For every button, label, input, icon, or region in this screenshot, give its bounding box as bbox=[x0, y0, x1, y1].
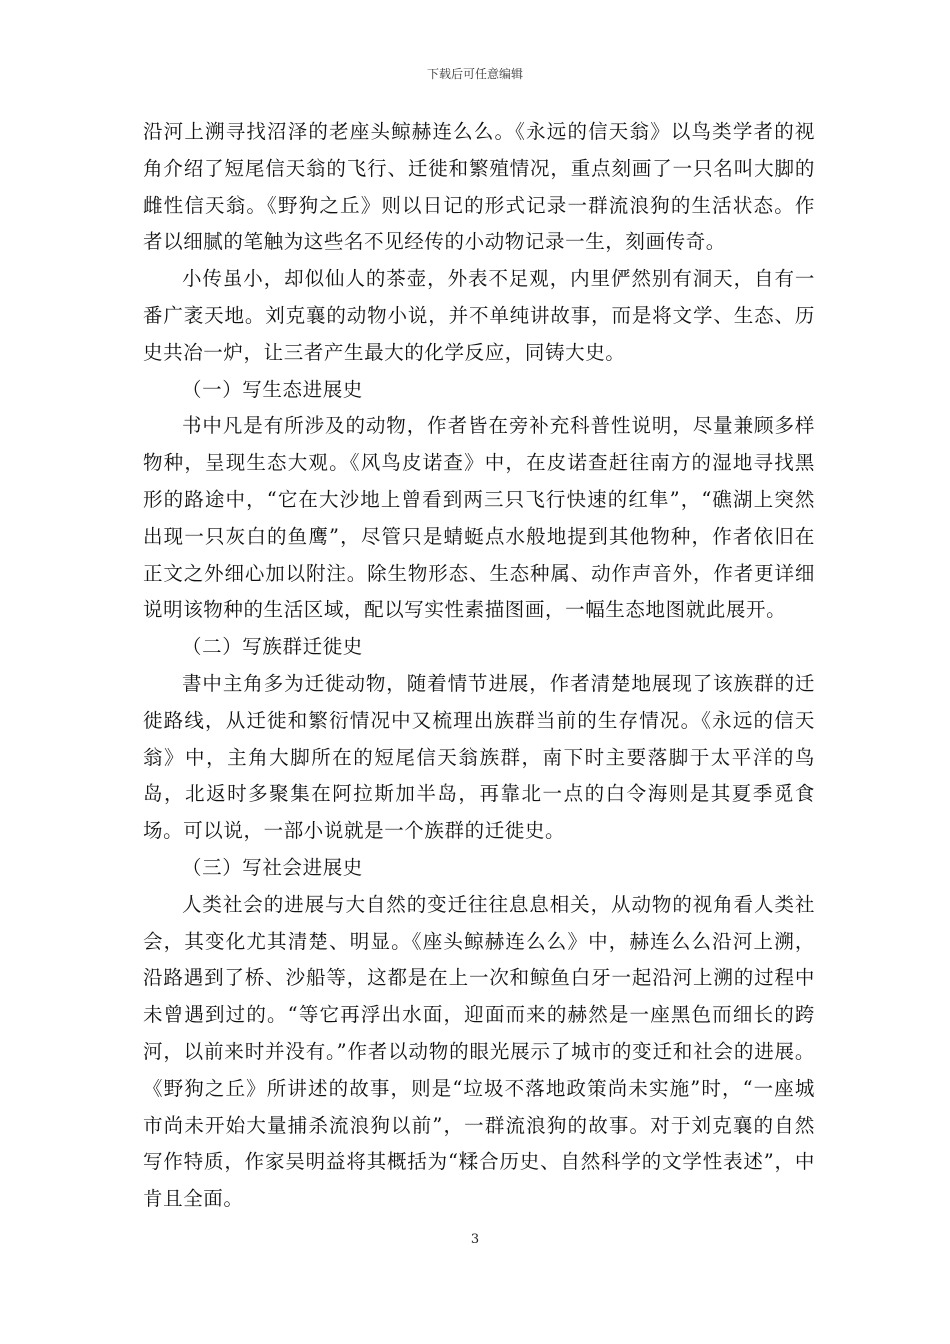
document-body bbox=[143, 114, 815, 1218]
paragraph-migration: 書中主角多为迁徙动物，随着情节进展，作者清楚地展现了该族群的迁徙路线，从迁徙和繁衍情况中又梳理出族群当前的生存情况。《永远的信天翁》中，主角大脚所在的短尾信天翁族群，南下时主要落脚于太平洋的鸟岛，北返时多聚集在阿拉斯加半岛，再靠北一点的白令海则是其夏季觅食场。可以说，一部小说就是一个族群的迁徙史。 bbox=[143, 671, 815, 843]
page-header: 下载后可任意编辑 bbox=[426, 67, 523, 81]
paragraph-intro: 小传虽小，却似仙人的茶壶，外表不足观，内里俨然别有洞天，自有一番广袤天地。刘克襄的动物小说，并不单纯讲故事，而是将文学、生态、历史共冶一炉，让三者产生最大的化学反应，同铸大史。 bbox=[143, 267, 815, 364]
paragraph-society: 人类社会的进展与大自然的变迁往往息息相关，从动物的视角看人类社会，其变化尤其清楚、明显。《座头鲸赫连么么》中，赫连么么沿河上溯，沿路遇到了桥、沙船等，这都是在上一次和鲸鱼白牙一起沿河上溯的过程中未曾遇到过的。“等它再浮出水面，迎面而来的赫然是一座黑色而细长的跨河，以前来时并没有。”作者以动物的眼光展示了城市的变迁和社会的进展。《野狗之丘》所讲述的故事，则是“垃圾不落地政策尚未实施”时，“一座城市尚未开始大量捕杀流浪狗以前”，一群流浪狗的故事。对于刘克襄的自然写作特质，作家吴明益将其概括为“糅合历史、自然科学的文学性表述”，中肯且全面。 bbox=[143, 892, 815, 1211]
page-number: 3 bbox=[470, 1232, 480, 1247]
section-heading-society: （三）写社会进展史 bbox=[182, 855, 363, 879]
paragraph-continued: 沿河上溯寻找沼泽的老座头鲸赫连么么。《永远的信天翁》以鸟类学者的视角介绍了短尾信天翁的飞行、迁徙和繁殖情况，重点刻画了一只名叫大脚的雌性信天翁。《野狗之丘》则以日记的形式记录一群流浪狗的生活状态。作者以细腻的笔触为这些名不见经传的小动物记录一生，刻画传奇。 bbox=[143, 120, 815, 254]
paragraph-ecology: 书中凡是有所涉及的动物，作者皆在旁补充科普性说明，尽量兼顾多样物种，呈现生态大观。《风鸟皮诺查》中，在皮诺查赶往南方的湿地寻找黑形的路途中，“它在大沙地上曾看到两三只飞行快速的红隼”，“礁湖上突然出现一只灰白的鱼鹰”，尽管只是蜻蜓点水般地提到其他物种，作者依旧在正文之外细心加以附注。除生物形态、生态种属、动作声音外，作者更详细说明该物种的生活区域，配以写实性素描图画，一幅生态地图就此展开。 bbox=[143, 414, 815, 622]
section-heading-ecology: （一）写生态进展史 bbox=[182, 377, 363, 401]
section-heading-migration: （二）写族群迁徙史 bbox=[182, 635, 363, 659]
